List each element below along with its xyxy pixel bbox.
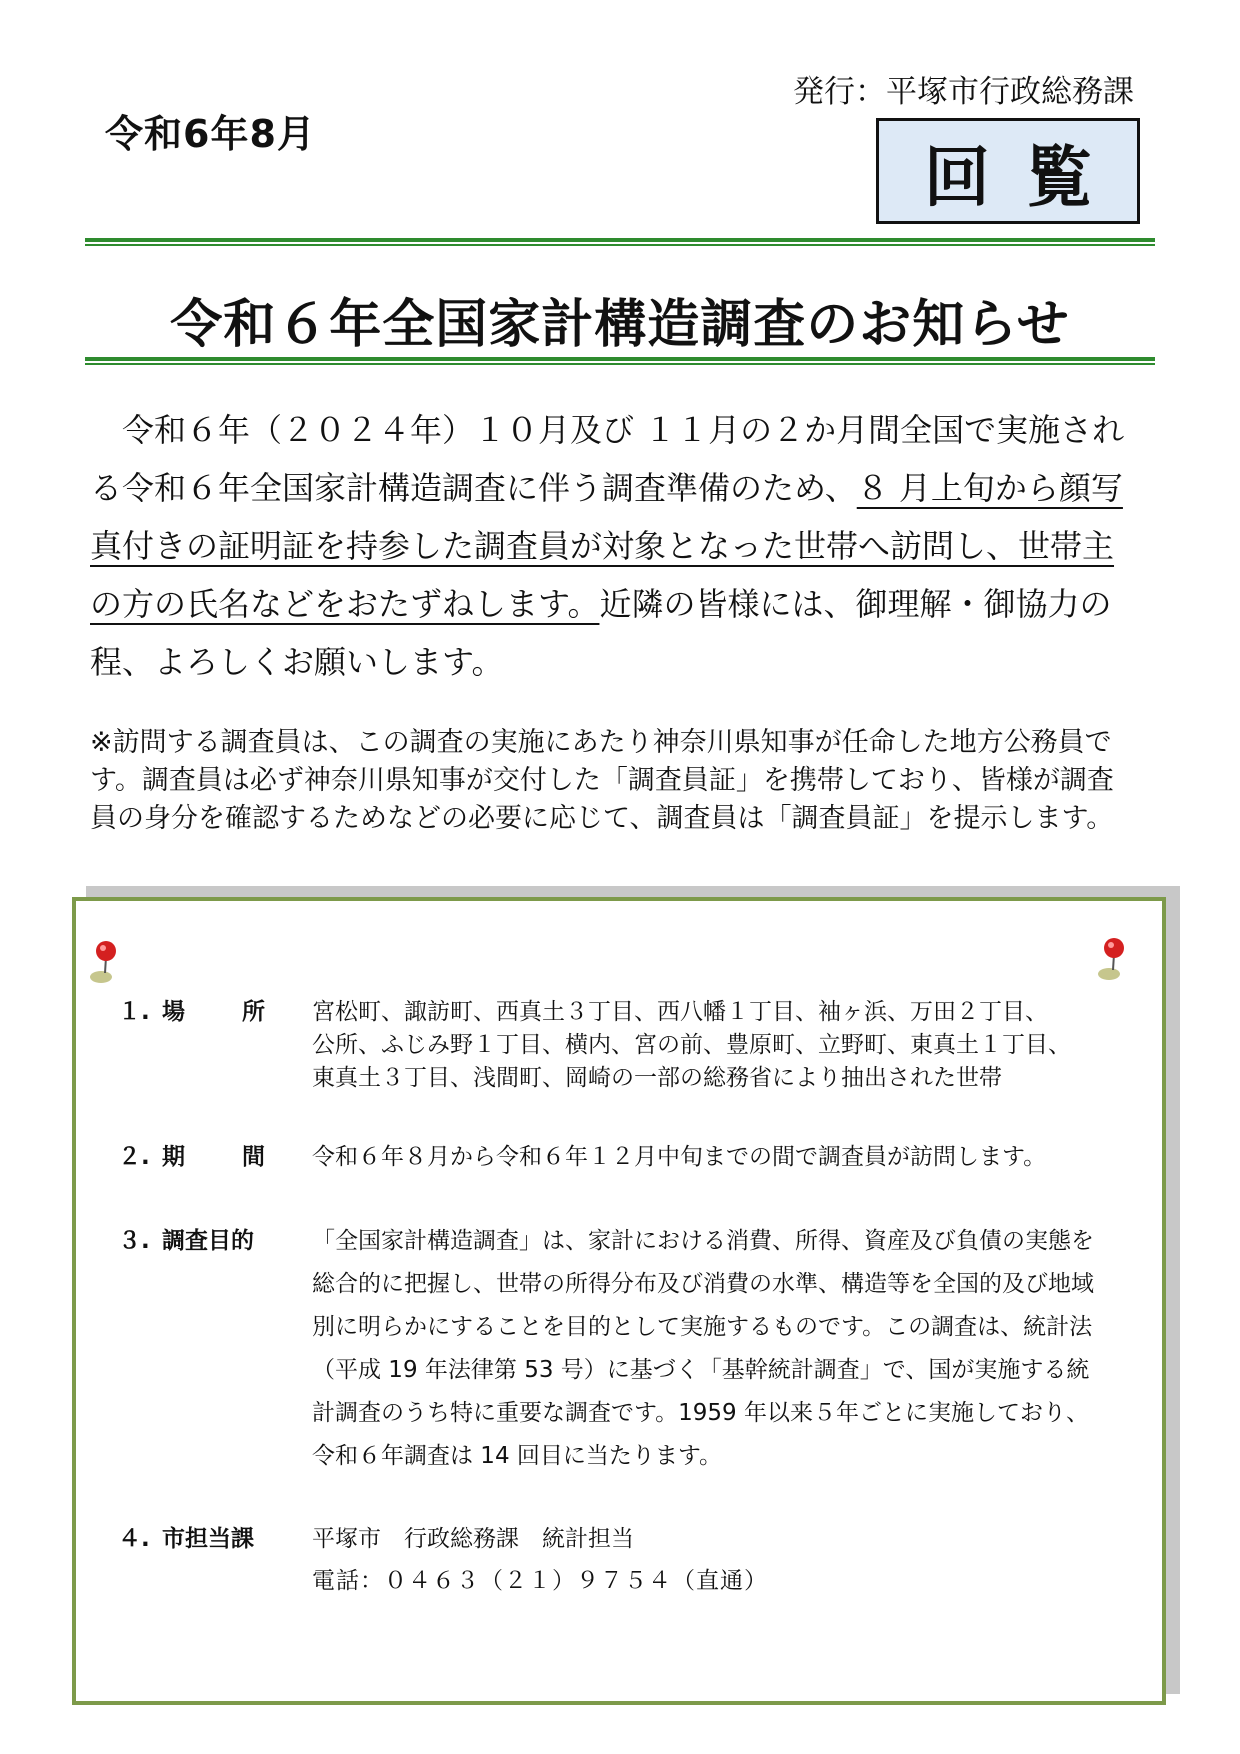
item-2-number: ２. [118,1144,150,1170]
item-3-line: （平成 19 年法律第 53 号）に基づく「基幹統計調査」で、国が実施する統 [312,1357,1090,1383]
circulation-stamp: 回覧 [876,118,1140,224]
item-2-label-b: 間 [242,1144,265,1170]
item-2-label-a: 期 [162,1144,185,1170]
item-3-content [312,1220,1152,1478]
pushpin-icon [1096,936,1134,984]
item-3-line: 計調査のうち特に重要な調査です。1959 年以来５年ごとに実施しており、 [312,1400,1090,1426]
item-2-line: 令和６年８月から令和６年１２月中旬までの間で調査員が訪問します。 [312,1144,1047,1170]
intro-paragraph [90,401,1140,691]
item-3-line: 別に明らかにすることを目的として実施するものです。この調査は、統計法 [312,1314,1093,1340]
item-4-number: ４. [118,1526,150,1552]
item-4-content [312,1518,1152,1602]
item-1-line: 東真土３丁目、浅間町、岡崎の一部の総務省により抽出された世帯 [312,1065,1002,1091]
item-4-department: 平塚市 行政総務課 統計担当 [312,1526,634,1552]
page-title: 令和６年全国家計構造調査のお知らせ [170,295,1070,355]
item-2-content [312,1138,1152,1171]
pushpin-icon [88,939,126,987]
title-rule-bottom [85,357,1155,365]
item-1-line: 公所、ふじみ野１丁目、横内、宮の前、豊原町、立野町、東真土１丁目、 [312,1032,1071,1058]
intro-underlined-text: ８ 月上旬から顔写真付きの証明証を持参した調査員が対象となった世帯へ訪問し、世帯主の方の氏名などをおたずねします。 [90,469,1123,623]
item-3-label: 調査目的 [162,1228,254,1254]
intro-text-2: 近隣の皆様には、御理解・御協力の程、よろしくお願いします。 [90,585,1112,681]
issuer: 発行：平塚市行政総務課 [793,74,1134,110]
intro-text-1: 令和６年（２０２４年）１０月及び １１月の２か月間全国で実施される令和６年全国家計構造調査に伴う調査準備のため、 [90,411,1125,507]
item-1-line: 宮松町、諏訪町、西真土３丁目、西八幡１丁目、袖ヶ浜、万田２丁目、 [312,999,1048,1025]
item-1-label-b: 所 [242,999,265,1025]
item-4-phone: 電話：０４６３（２１）９７５４（直通） [312,1568,768,1594]
item-3-number: ３. [118,1228,150,1254]
note-paragraph: ※訪問する調査員は、この調査の実施にあたり神奈川県知事が任命した地方公務員です。調査員は必ず神奈川県知事が交付した「調査員証」を携帯しており、皆様が調査員の身分を確認するためなどの必要に応じて、調査員は「調査員証」を提示します。 [90,727,1114,834]
item-1-content [312,996,1152,1095]
item-3-line: 令和６年調査は 14 回目に当たります。 [312,1443,723,1469]
item-1-label-a: 場 [162,999,185,1025]
item-4-label: 市担当課 [162,1526,254,1552]
issue-date: 令和6年8月 [105,112,316,156]
title-rule-top [85,238,1155,246]
item-3-line: 総合的に把握し、世帯の所得分布及び消費の水準、構造等を全国的及び地域 [312,1271,1094,1297]
item-3-line: 「全国家計構造調査」は、家計における消費、所得、資産及び負債の実態を [312,1228,1094,1254]
item-1-number: １. [118,999,150,1025]
